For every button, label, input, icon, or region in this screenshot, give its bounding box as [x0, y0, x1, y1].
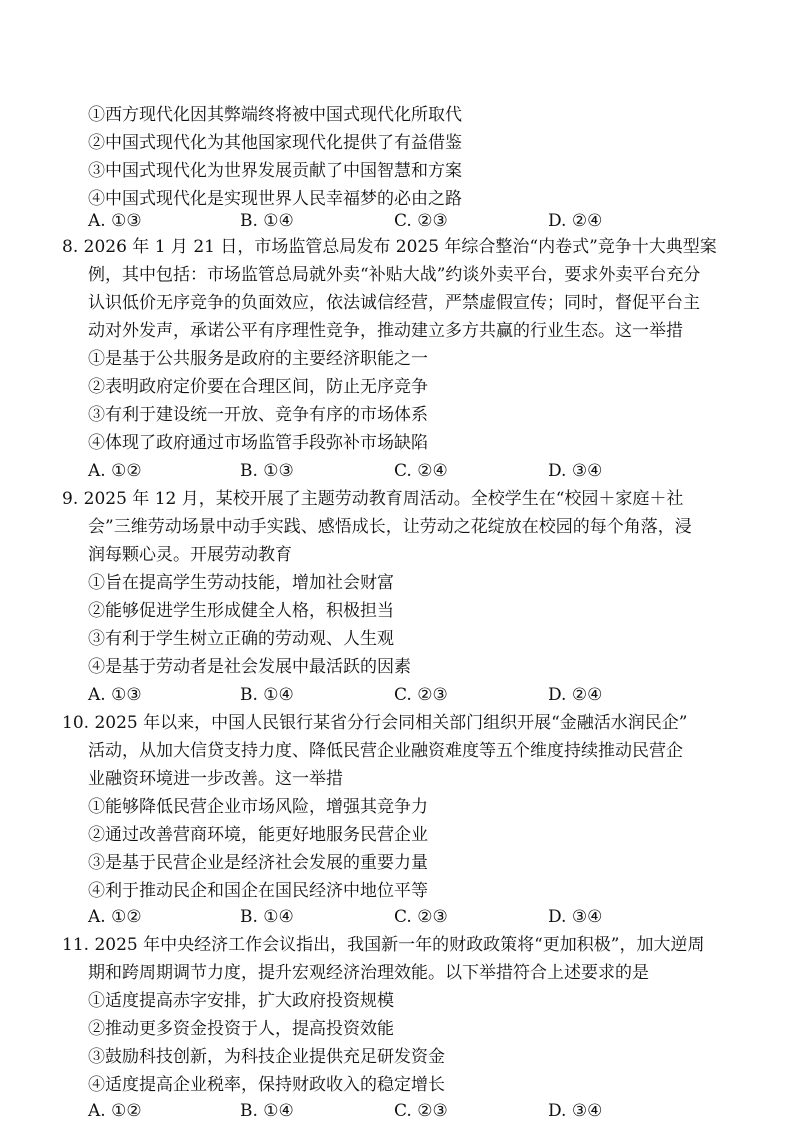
- q8-option-c: C. ②④: [394, 461, 448, 481]
- q8-stem-line-2: 例，其中包括：市场监管总局就外卖“补贴大战”约谈外卖平台，要求外卖平台充分: [88, 265, 701, 285]
- q11-stem-line-2: 期和跨周期调节力度，提升宏观经济治理效能。以下举措符合上述要求的是: [88, 963, 649, 983]
- q8-item-3: ③有利于建设统一开放、竞争有序的市场体系: [88, 405, 428, 425]
- q9-item-2: ②能够促进学生形成健全人格，积极担当: [88, 601, 394, 621]
- q8-stem-line-4: 动对外发声，承诺公平有序理性竞争，推动建立多方共赢的行业生态。这一举措: [88, 321, 683, 341]
- q8-stem-line-3: 认识低价无序竞争的负面效应，依法诚信经营，严禁虚假宣传；同时，督促平台主: [88, 293, 700, 313]
- q9-stem-line-3: 润每颗心灵。开展劳动教育: [88, 545, 292, 565]
- q11-option-c: C. ②③: [394, 1101, 448, 1121]
- q11-item-3: ③鼓励科技创新，为科技企业提供充足研发资金: [88, 1047, 445, 1067]
- q9-option-c: C. ②③: [394, 685, 448, 705]
- q11-option-b: B. ①④: [240, 1101, 294, 1121]
- q10-option-c: C. ②③: [394, 907, 448, 927]
- q10-item-3: ③是基于民营企业是经济社会发展的重要力量: [88, 853, 428, 873]
- q7-item-4: ④中国式现代化是实现世界人民幸福梦的必由之路: [88, 189, 462, 209]
- q7-option-b: B. ①④: [240, 211, 294, 231]
- q10-stem-line-3: 业融资环境进一步改善。这一举措: [88, 769, 343, 789]
- q11-item-4: ④适度提高企业税率，保持财政收入的稳定增长: [88, 1075, 445, 1095]
- q9-item-1: ①旨在提高学生劳动技能，增加社会财富: [88, 573, 394, 593]
- q11-option-d: D. ③④: [548, 1101, 603, 1121]
- q9-stem-line-2: 会”三维劳动场景中动手实践、感悟成长，让劳动之花绽放在校园的每个角落，浸: [88, 517, 692, 537]
- q10-option-d: D. ③④: [548, 907, 603, 927]
- q7-item-3: ③中国式现代化为世界发展贡献了中国智慧和方案: [88, 161, 462, 181]
- q10-stem-line-2: 活动，从加大信贷支持力度、降低民营企业融资难度等五个维度持续推动民营企: [88, 741, 683, 761]
- q8-item-1: ①是基于公共服务是政府的主要经济职能之一: [88, 349, 428, 369]
- q10-option-b: B. ①④: [240, 907, 294, 927]
- q8-option-d: D. ③④: [548, 461, 603, 481]
- q8-option-a: A. ①②: [88, 461, 142, 481]
- q7-option-a: A. ①③: [88, 211, 142, 231]
- q8-item-2: ②表明政府定价要在合理区间，防止无序竞争: [88, 377, 428, 397]
- q10-item-4: ④利于推动民企和国企在国民经济中地位平等: [88, 881, 428, 901]
- q9-item-3: ③有利于学生树立正确的劳动观、人生观: [88, 629, 394, 649]
- q10-item-2: ②通过改善营商环境，能更好地服务民营企业: [88, 825, 428, 845]
- q8-option-b: B. ①③: [240, 461, 294, 481]
- q9-stem-line-1: 9. 2025 年 12 月，某校开展了主题劳动教育周活动。全校学生在“校园＋家庭＋社: [62, 489, 684, 509]
- q9-item-4: ④是基于劳动者是社会发展中最活跃的因素: [88, 657, 411, 677]
- q11-item-1: ①适度提高赤字安排，扩大政府投资规模: [88, 991, 394, 1011]
- q7-item-2: ②中国式现代化为其他国家现代化提供了有益借鉴: [88, 133, 462, 153]
- q10-option-a: A. ①②: [88, 907, 142, 927]
- q11-item-2: ②推动更多资金投资于人，提高投资效能: [88, 1019, 394, 1039]
- q8-item-4: ④体现了政府通过市场监管手段弥补市场缺陷: [88, 433, 428, 453]
- q9-option-d: D. ②④: [548, 685, 603, 705]
- q7-option-c: C. ②③: [394, 211, 448, 231]
- q7-item-1: ①西方现代化因其弊端终将被中国式现代化所取代: [88, 105, 462, 125]
- q8-stem-line-1: 8. 2026 年 1 月 21 日，市场监管总局发布 2025 年综合整治“内卷式”竞争十大典型案: [62, 237, 717, 257]
- q11-option-a: A. ①②: [88, 1101, 142, 1121]
- q9-option-b: B. ①④: [240, 685, 294, 705]
- q7-option-d: D. ②④: [548, 211, 603, 231]
- q11-stem-line-1: 11. 2025 年中央经济工作会议指出，我国新一年的财政政策将“更加积极”，加大逆周: [62, 935, 705, 955]
- q10-item-1: ①能够降低民营企业市场风险，增强其竞争力: [88, 797, 428, 817]
- q10-stem-line-1: 10. 2025 年以来，中国人民银行某省分行会同相关部门组织开展“金融活水润民企”: [62, 713, 688, 733]
- q9-option-a: A. ①③: [88, 685, 142, 705]
